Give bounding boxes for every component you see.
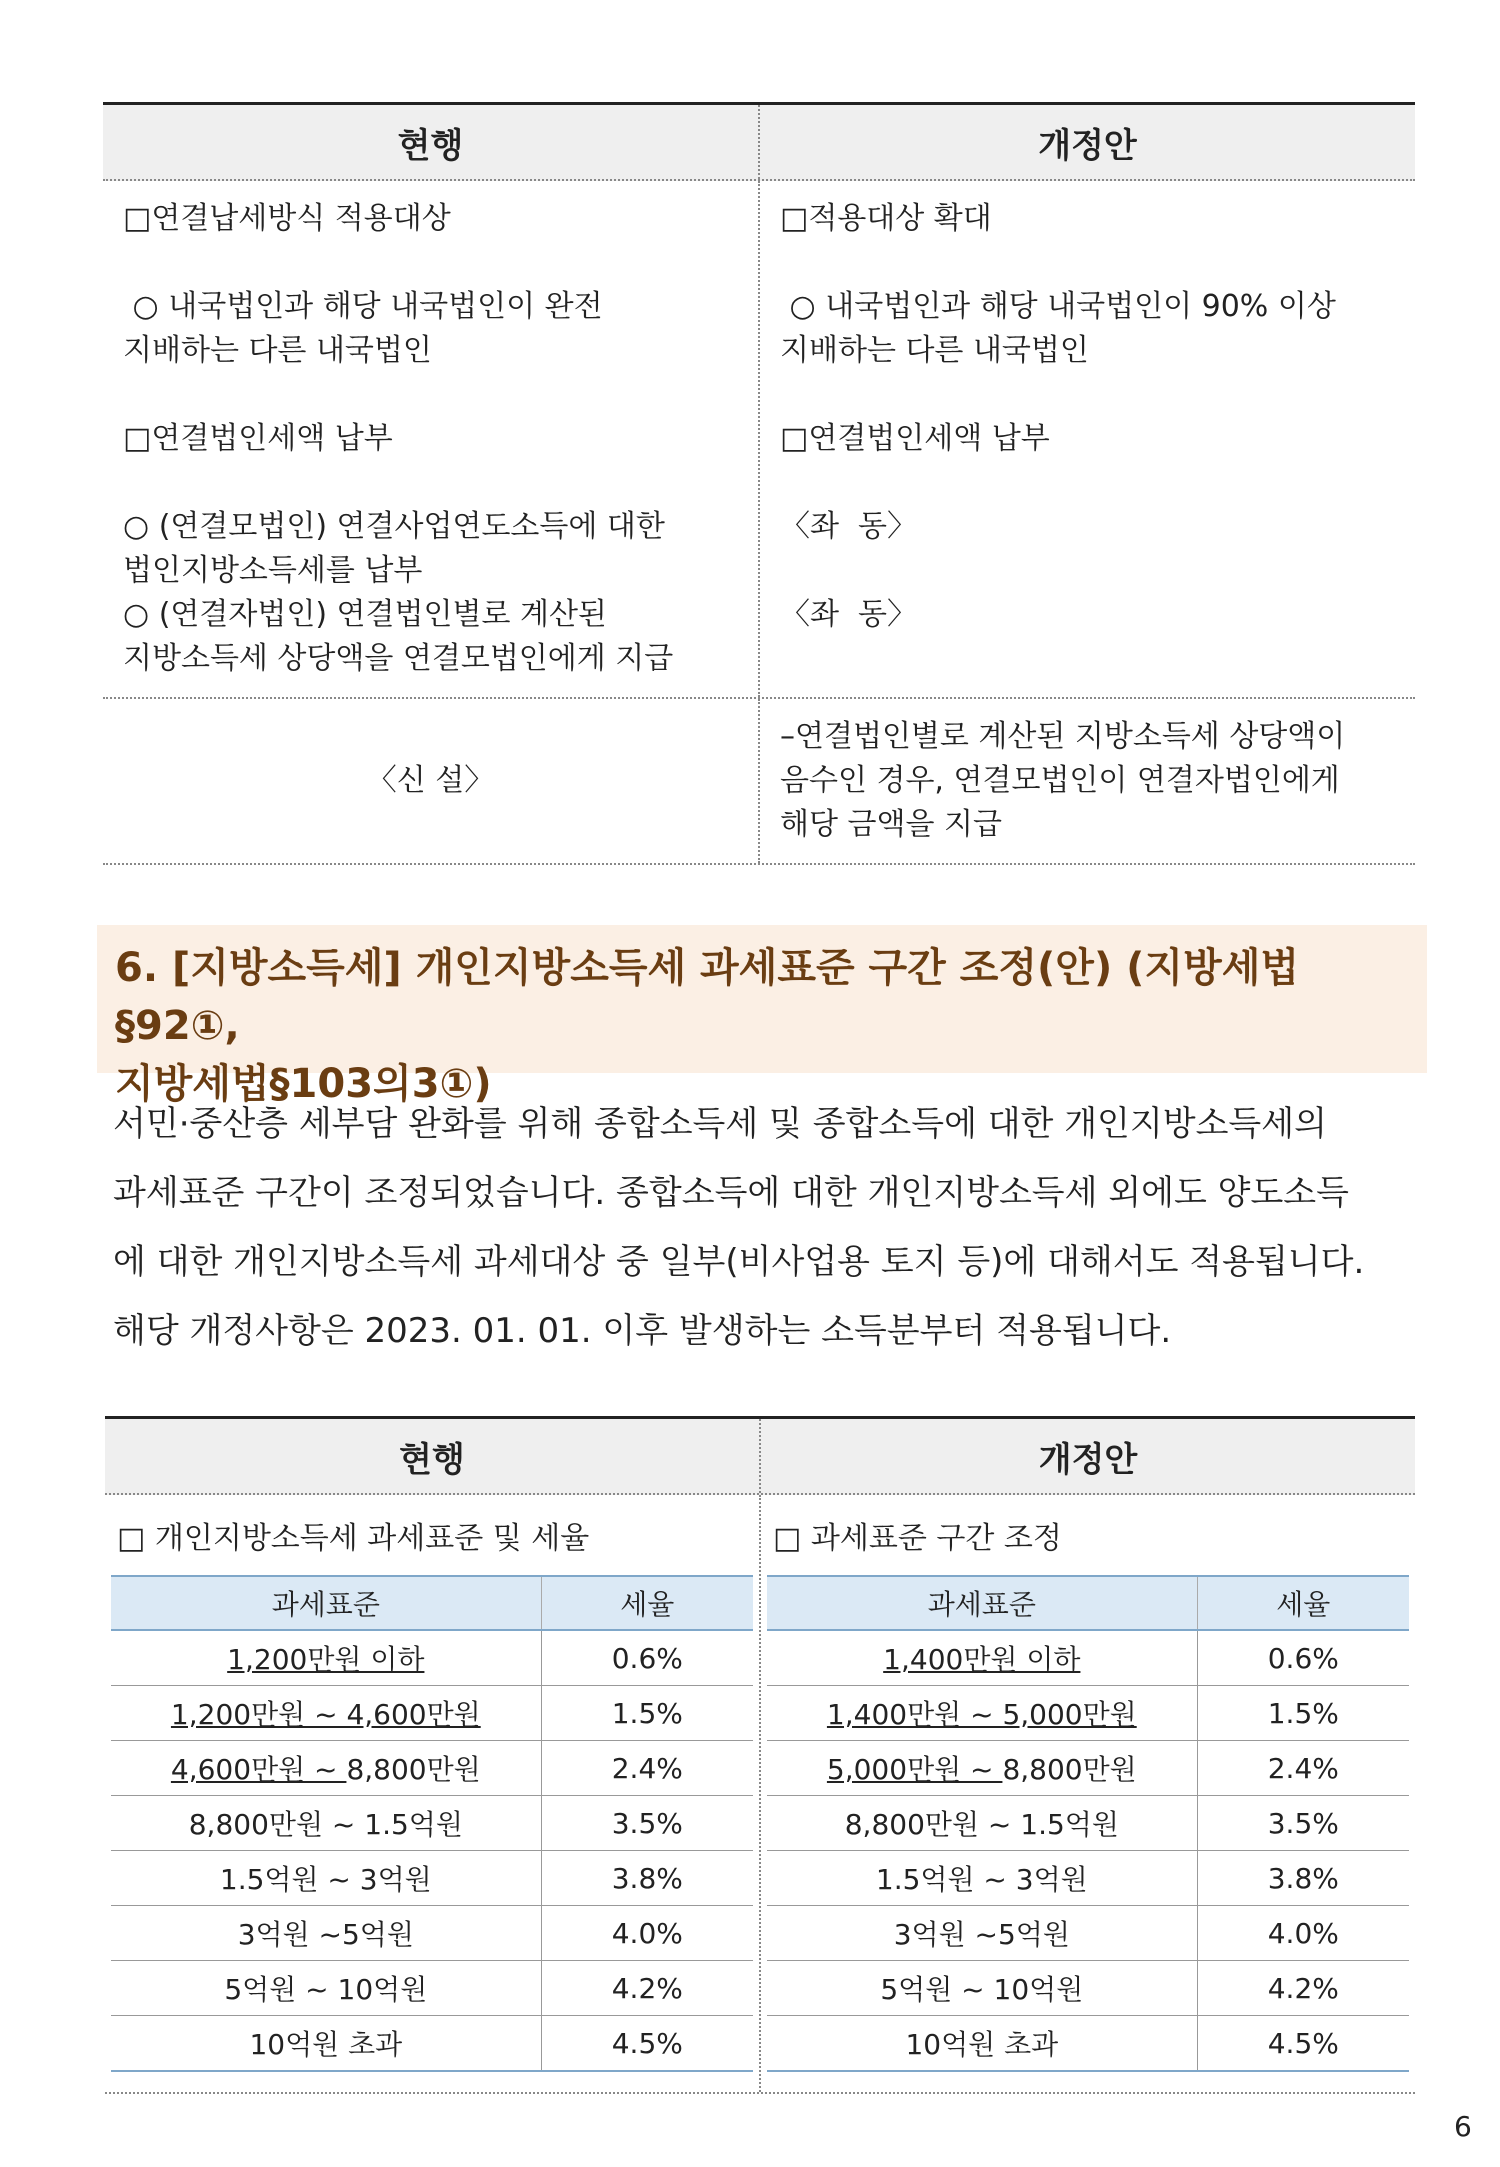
proposed-p4a: 〈좌 동〉 (780, 509, 918, 544)
rate-cell: 3.8% (1197, 1851, 1409, 1906)
bracket-cell: 10억원 초과 (767, 2016, 1197, 2072)
proposed-subtitle: □ 과세표준 구간 조정 (773, 1521, 1062, 1556)
table-row (111, 2016, 753, 2072)
proposed-new-row (760, 699, 1415, 863)
body-line: 과세표준 구간이 조정되었습니다. 종합소득에 대한 개인지방소득세 외에도 양도소득 (113, 1173, 1349, 1213)
table-row (767, 1630, 1409, 1686)
rate-cell: 1.5% (541, 1686, 753, 1741)
current-rate-table (111, 1575, 753, 2072)
bracket-cell: 1.5억원 ~ 3억원 (111, 1851, 541, 1906)
header-proposed: 개정안 (1038, 125, 1137, 166)
table-row (111, 1796, 753, 1851)
section-title-line2: 지방세법§103의3①) (115, 1061, 492, 1107)
current-new-row: 〈신 설〉 (103, 699, 760, 863)
proposed-p1: □적용대상 확대 (780, 201, 992, 236)
proposed-p2: ○ 내국법인과 해당 내국법인이 90% 이상 지배하는 다른 내국법인 (780, 289, 1336, 368)
bracket-cell: 1.5억원 ~ 3억원 (767, 1851, 1197, 1906)
body-line: 서민·중산층 세부담 완화를 위해 종합소득세 및 종합소득에 대한 개인지방소득세의 (113, 1104, 1327, 1144)
table-row (111, 1630, 753, 1686)
bracket-cell: 1,200만원 ~ 4,600만원 (170, 1698, 481, 1731)
table-header-row (105, 1419, 1415, 1495)
rate-cell: 2.4% (1197, 1741, 1409, 1796)
proposed-p3: □연결법인세액 납부 (780, 421, 1050, 456)
table-row (111, 1741, 753, 1796)
table-row (111, 1906, 753, 1961)
col-header-base: 과세표준 (767, 1576, 1197, 1630)
rate-cell: 0.6% (541, 1630, 753, 1686)
rate-cell: 4.2% (541, 1961, 753, 2016)
bracket-cell: 5억원 ~ 10억원 (111, 1961, 541, 2016)
rate-cell: 3.5% (1197, 1796, 1409, 1851)
rate-cell: 4.0% (541, 1906, 753, 1961)
bracket-cell: 1,400만원 이하 (883, 1643, 1081, 1676)
table-row (767, 1686, 1409, 1741)
table-row (767, 1851, 1409, 1906)
rate-cell: 3.8% (541, 1851, 753, 1906)
comparison-table-tax-brackets (105, 1416, 1415, 2094)
rate-cell: 2.4% (541, 1741, 753, 1796)
table-body (105, 1495, 1415, 2092)
rate-cell: 1.5% (1197, 1686, 1409, 1741)
section-title-line1: 6. [지방소득세] 개인지방소득세 과세표준 구간 조정(안) (지방세법§92①, (115, 945, 1299, 1049)
rate-cell: 0.6% (1197, 1630, 1409, 1686)
table-row (767, 1961, 1409, 2016)
bracket-cell: 8,800만원 ~ 1.5억원 (111, 1796, 541, 1851)
bracket-cell: 8,800만원 ~ 1.5억원 (767, 1796, 1197, 1851)
header-proposed: 개정안 (1038, 1439, 1138, 1480)
col-header-base: 과세표준 (111, 1576, 541, 1630)
proposed-p4b: 〈좌 동〉 (780, 597, 918, 632)
proposed-rate-table (767, 1575, 1409, 2072)
rate-cell: 4.2% (1197, 1961, 1409, 2016)
bracket-cell-underlined: 5,000만원 ~ (826, 1753, 1003, 1786)
rate-cell: 3.5% (541, 1796, 753, 1851)
page-number: 6 (1454, 2110, 1472, 2143)
col-header-rate: 세율 (541, 1576, 753, 1630)
current-p3: □연결법인세액 납부 (123, 421, 393, 456)
current-rates-column (105, 1495, 761, 2092)
current-column (103, 181, 760, 697)
bracket-cell: 1,200만원 이하 (227, 1643, 425, 1676)
bracket-cell-underlined: 4,600만원 ~ (170, 1753, 347, 1786)
bracket-cell-rest: 8,800만원 (1002, 1753, 1137, 1786)
proposed-column (760, 181, 1415, 697)
section-title (97, 925, 1427, 1107)
body-line: 에 대한 개인지방소득세 과세대상 중 일부(비사업용 토지 등)에 대해서도 적용됩니다. (113, 1242, 1365, 1282)
bracket-cell: 3억원 ~5억원 (767, 1906, 1197, 1961)
table-row (767, 1741, 1409, 1796)
header-current: 현행 (105, 1419, 761, 1493)
table-row-new (103, 697, 1415, 865)
table-header-row (103, 105, 1415, 181)
header-current: 현행 (103, 105, 760, 179)
current-p4: ○ (연결모법인) 연결사업연도소득에 대한 법인지방소득세를 납부 ○ (연결자법인) 연결법인별로 계산된 지방소득세 상당액을 연결모법인에게 지급 (123, 509, 674, 676)
current-p2: ○ 내국법인과 해당 내국법인이 완전 지배하는 다른 내국법인 (123, 289, 603, 368)
table-row (111, 1686, 753, 1741)
comparison-table-consolidated-tax (103, 102, 1415, 865)
bracket-cell: 5억원 ~ 10억원 (767, 1961, 1197, 2016)
table-row (111, 1961, 753, 2016)
bracket-cell: 1,400만원 ~ 5,000만원 (826, 1698, 1137, 1731)
col-header-rate: 세율 (1197, 1576, 1409, 1630)
table-row (767, 1906, 1409, 1961)
rate-cell: 4.0% (1197, 1906, 1409, 1961)
rate-cell: 4.5% (541, 2016, 753, 2072)
body-line: 해당 개정사항은 2023. 01. 01. 이후 발생하는 소득분부터 적용됩니다. (113, 1311, 1172, 1351)
proposed-rates-column (761, 1495, 1415, 2092)
bracket-cell: 10억원 초과 (111, 2016, 541, 2072)
current-subtitle: □ 개인지방소득세 과세표준 및 세율 (117, 1521, 590, 1556)
bracket-cell: 3억원 ~5억원 (111, 1906, 541, 1961)
table-row (767, 1796, 1409, 1851)
table-row (103, 181, 1415, 697)
rate-cell: 4.5% (1197, 2016, 1409, 2072)
body-paragraph (113, 1090, 1423, 1366)
bracket-cell-rest: 8,800만원 (346, 1753, 481, 1786)
table-row (767, 2016, 1409, 2072)
proposed-new-text: –연결법인별로 계산된 지방소득세 상당액이 음수인 경우, 연결모법인이 연결자법인에게 해당 금액을 지급 (780, 719, 1346, 842)
current-p1: □연결납세방식 적용대상 (123, 201, 451, 236)
table-row (111, 1851, 753, 1906)
